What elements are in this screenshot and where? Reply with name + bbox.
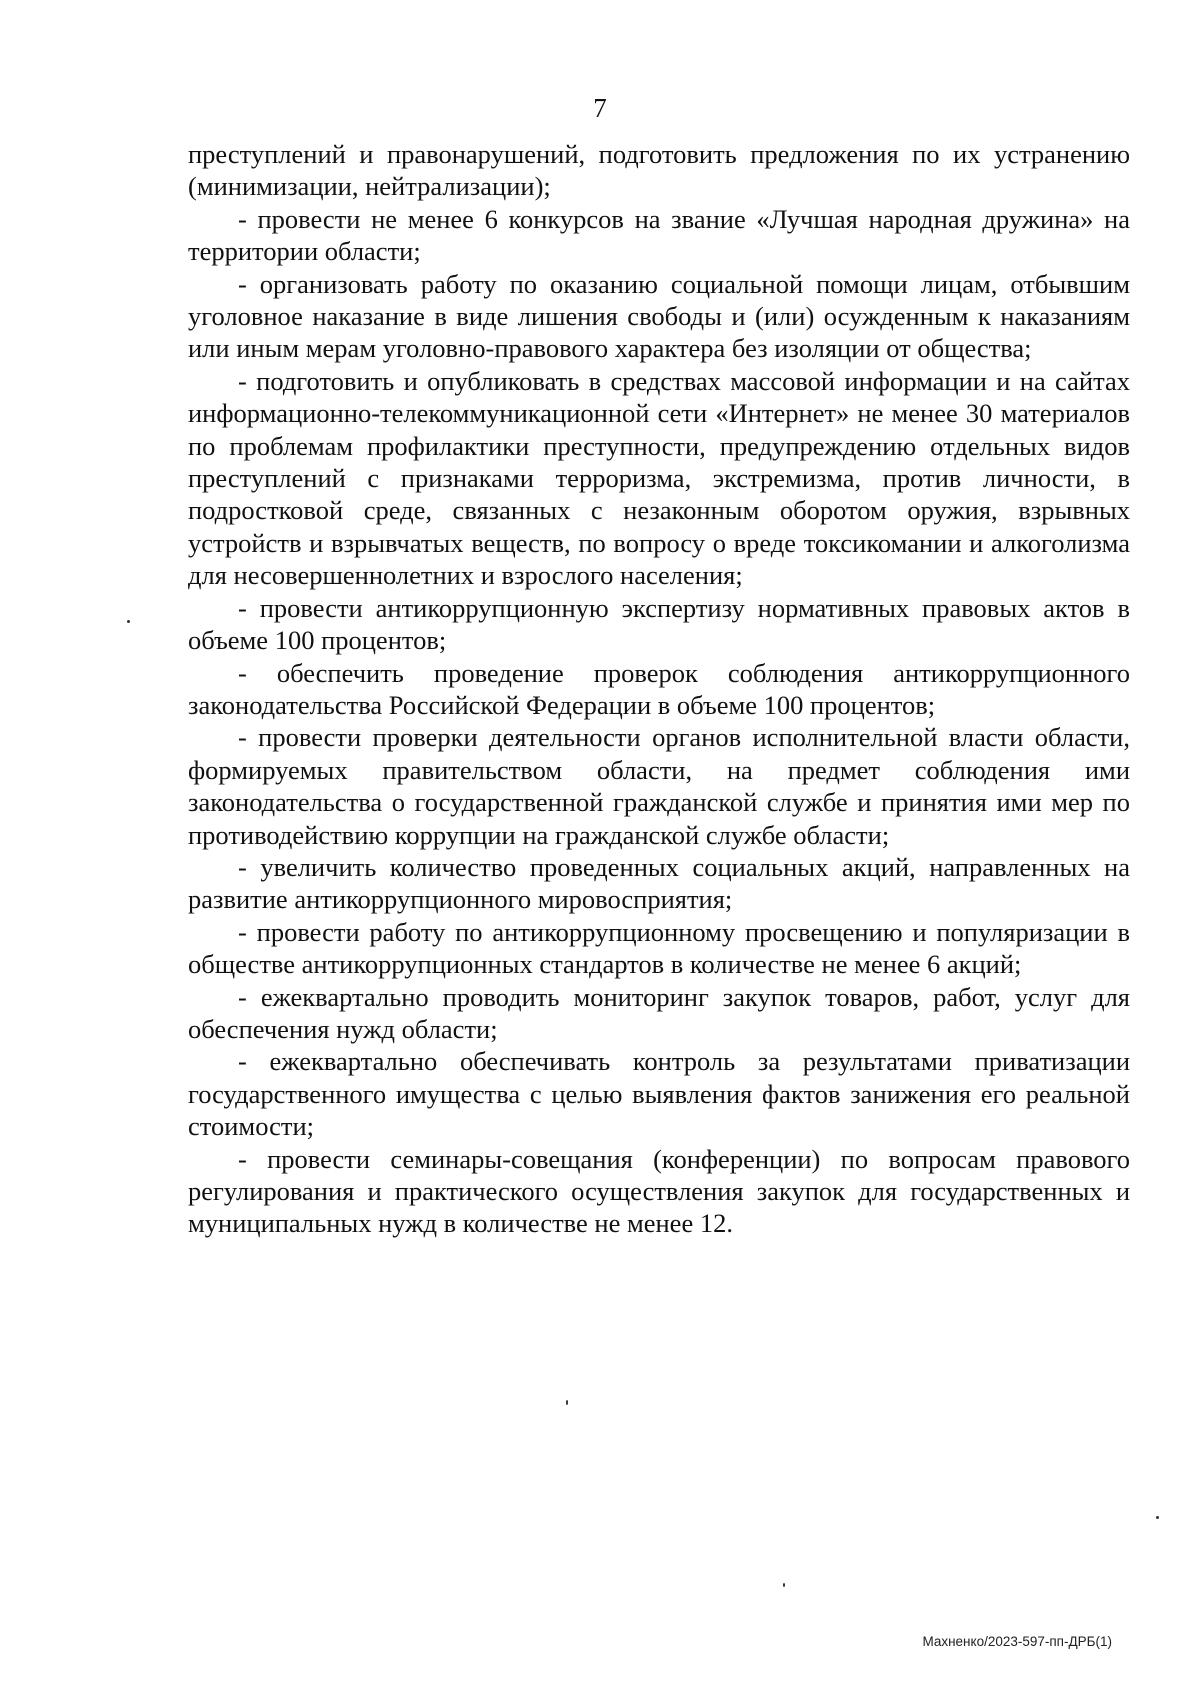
- paragraph: преступлений и правонарушений, подготовить предложения по их устранению (минимизации, нейтрализации);: [188, 139, 1130, 202]
- paragraph: - обеспечить проведение проверок соблюдения антикоррупционного законодательства Российской Федерации в объеме 100 процентов;: [188, 657, 1130, 720]
- scan-speck: [1156, 1516, 1159, 1519]
- paragraph: - провести не менее 6 конкурсов на звание «Лучшая народная дружина» на территории области;: [188, 203, 1130, 267]
- paragraph: - организовать работу по оказанию социальной помощи лицам, отбывшим уголовное наказание в виде лишения свободы и (или) осужденным к наказаниям или иным мерам уголовно-правового характера без изоляции от общества;: [188, 268, 1130, 364]
- scan-speck: [783, 1583, 785, 1587]
- scan-speck: [127, 620, 130, 623]
- scan-speck: [566, 1400, 568, 1405]
- document-code: Махненко/2023-597-пп-ДРБ(1): [922, 1634, 1112, 1649]
- paragraph: - провести семинары-совещания (конференции) по вопросам правового регулирования и практического осуществления закупок для государственных и муниципальных нужд в количестве не менее 12.: [188, 1143, 1130, 1239]
- document-body: [188, 138, 1130, 1240]
- paragraph: - провести антикоррупционную экспертизу нормативных правовых актов в объеме 100 процентов;: [188, 592, 1130, 656]
- paragraph: - увеличить количество проведенных социальных акций, направленных на развитие антикоррупционного мировосприятия;: [188, 851, 1130, 915]
- paragraph: - ежеквартально проводить мониторинг закупок товаров, работ, услуг для обеспечения нужд области;: [188, 981, 1130, 1044]
- paragraph: - провести проверки деятельности органов исполнительной власти области, формируемых правительством области, на предмет соблюдения ими законодательства о государственной гражданской службе и принятия ими мер по противодействию коррупции на гражданской службе области;: [188, 722, 1130, 850]
- paragraph: - подготовить и опубликовать в средствах массовой информации и на сайтах информационно-телекоммуникационной сети «Интернет» не менее 30 материалов по проблемам профилактики преступности, предупреждению отдельных видов преступлений с признаками терроризма, экстремизма, против личности, в подростковой среде, связанных с незаконным оборотом оружия, взрывных устройств и взрывчатых веществ, по вопросу о вреде токсикомании и алкоголизма для несовершеннолетних и взрослого населения;: [188, 365, 1130, 591]
- paragraph: - ежеквартально обеспечивать контроль за результатами приватизации государственного имущества с целью выявления фактов занижения его реальной стоимости;: [188, 1046, 1130, 1142]
- page-number: 7: [593, 93, 607, 123]
- paragraph: - провести работу по антикоррупционному просвещению и популяризации в обществе антикоррупционных стандартов в количестве не менее 6 акций;: [188, 916, 1130, 980]
